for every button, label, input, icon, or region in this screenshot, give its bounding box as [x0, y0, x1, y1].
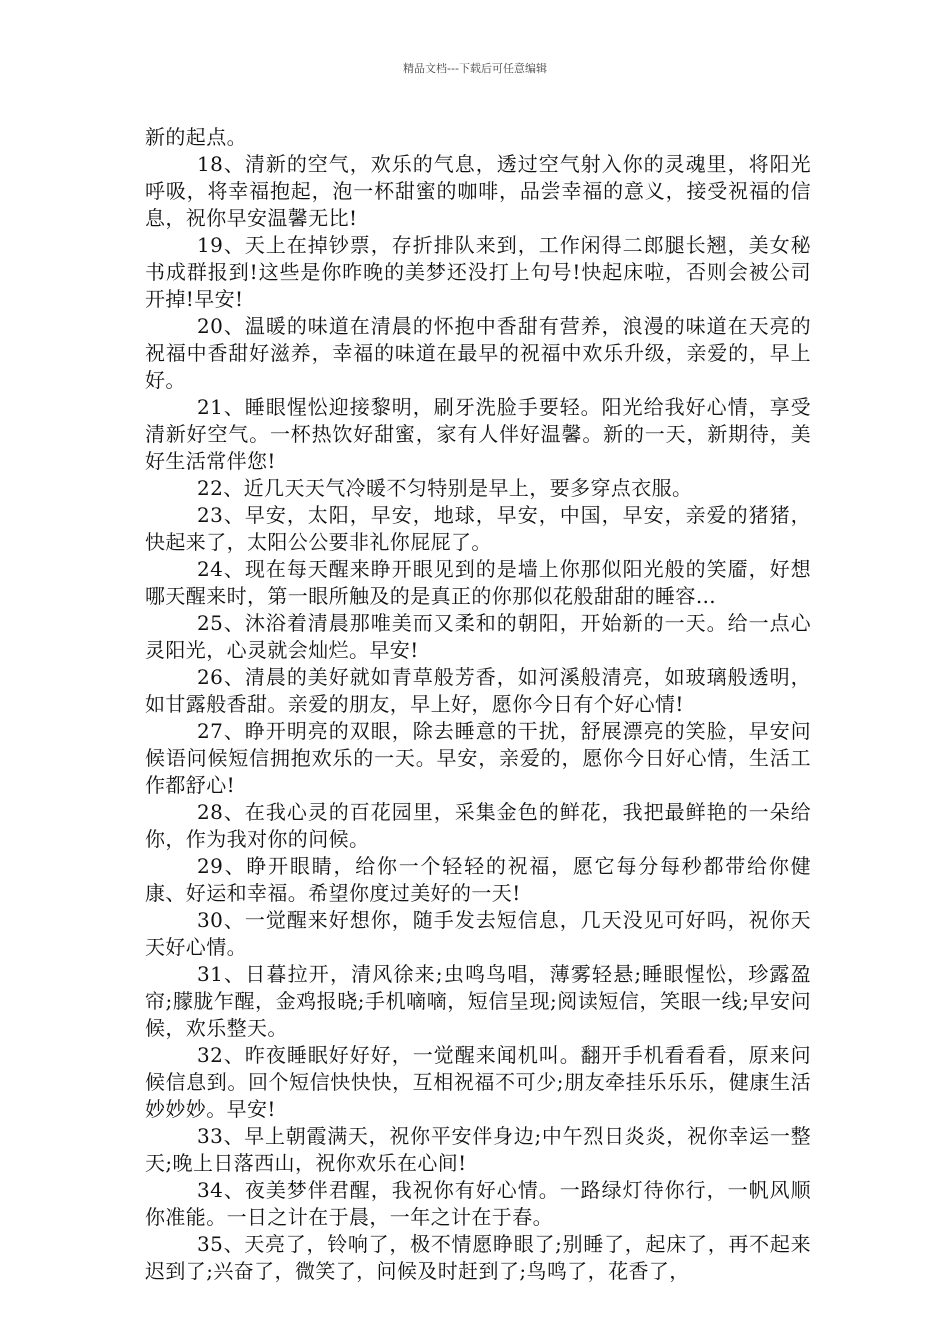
paragraph: 22、近几天天气冷暖不匀特别是早上，要多穿点衣服。 — [197, 476, 693, 500]
paragraph: 20、温暖的味道在清晨的怀抱中香甜有营养，浪漫的味道在天亮的祝福中香甜好滋养，幸福的味道在最早的祝福中欢乐升级，亲爱的，早上好。 — [145, 314, 811, 392]
paragraph: 24、现在每天醒来睁开眼见到的是墙上你那似阳光般的笑靥，好想哪天醒来时，第一眼所触及的是真正的你那似花般甜甜的睡容… — [145, 557, 811, 608]
paragraph: 29、睁开眼睛，给你一个轻轻的祝福，愿它每分每秒都带给你健康、好运和幸福。希望你度过美好的一天! — [145, 854, 811, 905]
paragraph: 21、睡眼惺忪迎接黎明，刷牙洗脸手要轻。阳光给我好心情，享受清新好空气。一杯热饮好甜蜜，家有人伴好温馨。新的一天，新期待，美好生活常伴您! — [145, 395, 811, 473]
page-header: 精品文档---下载后可任意编辑 — [403, 62, 547, 75]
paragraph: 34、夜美梦伴君醒，我祝你有好心情。一路绿灯待你行，一帆风顺你准能。一日之计在于晨，一年之计在于春。 — [145, 1178, 811, 1229]
paragraph: 23、早安，太阳，早安，地球，早安，中国，早安，亲爱的猪猪，快起来了，太阳公公要非礼你屁屁了。 — [145, 503, 811, 554]
paragraph: 28、在我心灵的百花园里，采集金色的鲜花，我把最鲜艳的一朵给你，作为我对你的问候。 — [145, 800, 811, 851]
paragraph: 31、日暮拉开，清风徐来;虫鸣鸟唱，薄雾轻悬;睡眼惺忪，珍露盈帘;朦胧乍醒，金鸡报晓;手机嘀嘀，短信呈现;阅读短信，笑眼一线;早安问候，欢乐整天。 — [145, 962, 811, 1040]
paragraph: 25、沐浴着清晨那唯美而又柔和的朝阳，开始新的一天。给一点心灵阳光，心灵就会灿烂。早安! — [145, 611, 811, 662]
paragraph: 27、睁开明亮的双眼，除去睡意的干扰，舒展漂亮的笑脸，早安问候语问候短信拥抱欢乐的一天。早安，亲爱的，愿你今日好心情，生活工作都舒心! — [145, 719, 811, 797]
paragraph: 26、清晨的美好就如青草般芳香，如河溪般清亮，如玻璃般透明，如甘露般香甜。亲爱的朋友，早上好，愿你今日有个好心情! — [145, 665, 811, 716]
paragraph: 19、天上在掉钞票，存折排队来到，工作闲得二郎腿长翘，美女秘书成群报到!这些是你昨晚的美梦还没打上句号!快起床啦，否则会被公司开掉!早安! — [145, 233, 811, 311]
paragraph: 32、昨夜睡眠好好好，一觉醒来闻机叫。翻开手机看看看，原来问候信息到。回个短信快快快，互相祝福不可少;朋友牵挂乐乐乐，健康生活妙妙妙。早安! — [145, 1043, 811, 1121]
paragraph: 30、一觉醒来好想你，随手发去短信息，几天没见可好吗，祝你天天好心情。 — [145, 908, 811, 959]
paragraph: 18、清新的空气，欢乐的气息，透过空气射入你的灵魂里，将阳光呼吸，将幸福抱起，泡一杯甜蜜的咖啡，品尝幸福的意义，接受祝福的信息，祝你早安温馨无比! — [145, 152, 811, 230]
paragraph: 35、天亮了，铃响了，极不情愿睁眼了;别睡了，起床了，再不起来迟到了;兴奋了，微笑了，问候及时赶到了;鸟鸣了，花香了， — [145, 1232, 811, 1283]
document-body — [145, 124, 811, 1285]
paragraph: 33、早上朝霞满天，祝你平安伴身边;中午烈日炎炎，祝你幸运一整天;晚上日落西山，祝你欢乐在心间! — [145, 1124, 811, 1175]
paragraph: 新的起点。 — [145, 125, 247, 149]
